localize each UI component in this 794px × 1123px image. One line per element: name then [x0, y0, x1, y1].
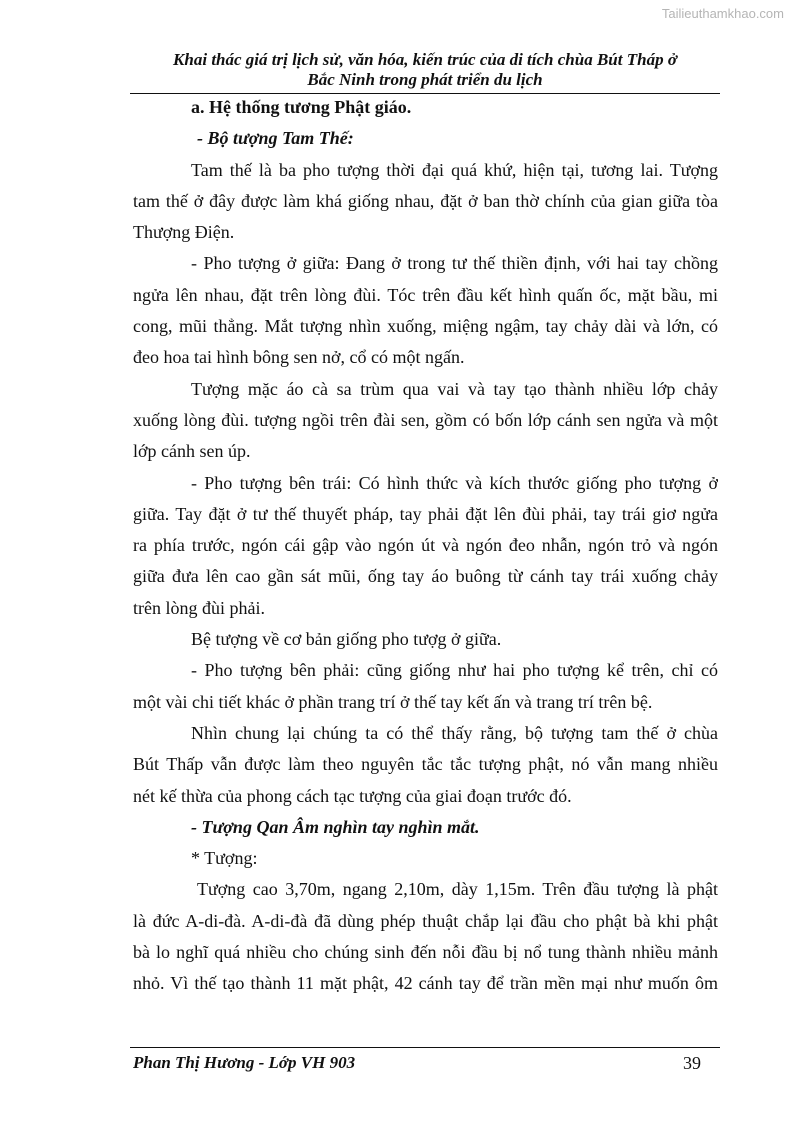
- section-heading: a. Hệ thống tương Phật giáo.: [191, 97, 412, 117]
- text-line: bà lo nghĩ quá nhiều cho chúng sinh đến nỗi đầu bị nổ tung thành nhiều mảnh: [133, 942, 718, 963]
- text-line: nét kế thừa của phong cách tạc tượng của giai đoạn trước đó.: [133, 785, 572, 806]
- text-line: - Pho tượng bên trái: Có hình thức và kích thước giống pho tượng ở: [191, 472, 718, 493]
- text-line: lớp cánh sen úp.: [133, 441, 251, 462]
- text-line: tam thế ở đây được làm khá giống nhau, đặt ở ban thờ chính của gian giữa tòa: [133, 190, 718, 211]
- text-line: ngửa lên nhau, đặt trên lòng đùi. Tóc trên đầu kết hình quấn ốc, mặt bầu, mi: [133, 284, 718, 305]
- header-line-2: Bắc Ninh trong phát triển du lịch: [307, 70, 543, 89]
- footer-author: Phan Thị Hương - Lớp VH 903: [133, 1053, 356, 1072]
- page-body: [133, 92, 718, 1000]
- text-line: - Pho tượng bên phải: cũng giống như hai pho tượng kể trên, chỉ có: [191, 660, 718, 681]
- text-line: giữa. Tay đặt ở tư thế thuyết pháp, tay phải đặt lên đùi phải, tay trái giơ ngửa: [133, 503, 718, 524]
- text-line: giữa đưa lên cao gần sát mũi, ống tay áo buông từ cánh tay trái xuống chảy: [133, 566, 718, 587]
- text-line: Thượng Điện.: [133, 222, 235, 243]
- footer-rule: [130, 1047, 720, 1048]
- text-line: Bút Thấp vẫn được làm theo nguyên tắc tắc tượng phật, nó vẫn mang nhiều: [133, 754, 718, 775]
- text-line: là đức A-di-đà. A-di-đà đã dùng phép thuật chắp lại đầu cho phật bà khi phật: [133, 910, 718, 931]
- text-line: xuống lòng đùi. tượng ngồi trên đài sen, gồm có bốn lớp cánh sen ngửa và một: [133, 409, 718, 430]
- text-line: đeo hoa tai hình bông sen nở, cổ có một ngấn.: [133, 347, 465, 368]
- text-line: một vài chi tiết khác ở phần trang trí ở thế tay kết ấn và trang trí trên bệ.: [133, 691, 653, 712]
- text-line: trên lòng đùi phải.: [133, 597, 265, 618]
- text-line: Tượng cao 3,70m, ngang 2,10m, dày 1,15m. Trên đầu tượng là phật: [197, 879, 718, 900]
- text-line: nhỏ. Vì thế tạo thành 11 mặt phật, 42 cánh tay để trần mền mại như muốn ôm: [133, 973, 718, 994]
- text-line: Nhìn chung lại chúng ta có thể thấy rằng, bộ tượng tam thế ở chùa: [191, 722, 718, 743]
- header-line-1: Khai thác giá trị lịch sử, văn hóa, kiến trúc của di tích chùa Bút Tháp ở: [173, 50, 677, 69]
- subheading-tam-the: - Bộ tượng Tam Thế:: [197, 128, 354, 149]
- watermark: Tailieuthamkhao.com: [661, 6, 784, 21]
- running-header: [130, 50, 720, 90]
- text-line: Bệ tượng về cơ bản giống pho tượg ở giữa.: [191, 629, 502, 650]
- text-line: Tam thế là ba pho tượng thời đại quá khứ, hiện tại, tương lai. Tượng: [191, 159, 718, 180]
- text-line: cong, mũi thẳng. Mắt tượng nhìn xuống, miệng ngậm, tay chảy dài và lớn, có: [133, 316, 718, 337]
- text-line: * Tượng:: [191, 848, 258, 869]
- page-number: 39: [683, 1053, 701, 1073]
- text-line: ra phía trước, ngón cái gập vào ngón út và ngón đeo nhẫn, ngón trỏ và ngón: [133, 535, 718, 556]
- subheading-quan-am: - Tượng Qan Âm nghìn tay nghìn mắt.: [191, 816, 480, 837]
- text-line: Tượng mặc áo cà sa trùm qua vai và tay tạo thành nhiều lớp chảy: [191, 378, 718, 399]
- text-line: - Pho tượng ở giữa: Đang ở trong tư thế thiền định, với hai tay chồng: [191, 253, 718, 274]
